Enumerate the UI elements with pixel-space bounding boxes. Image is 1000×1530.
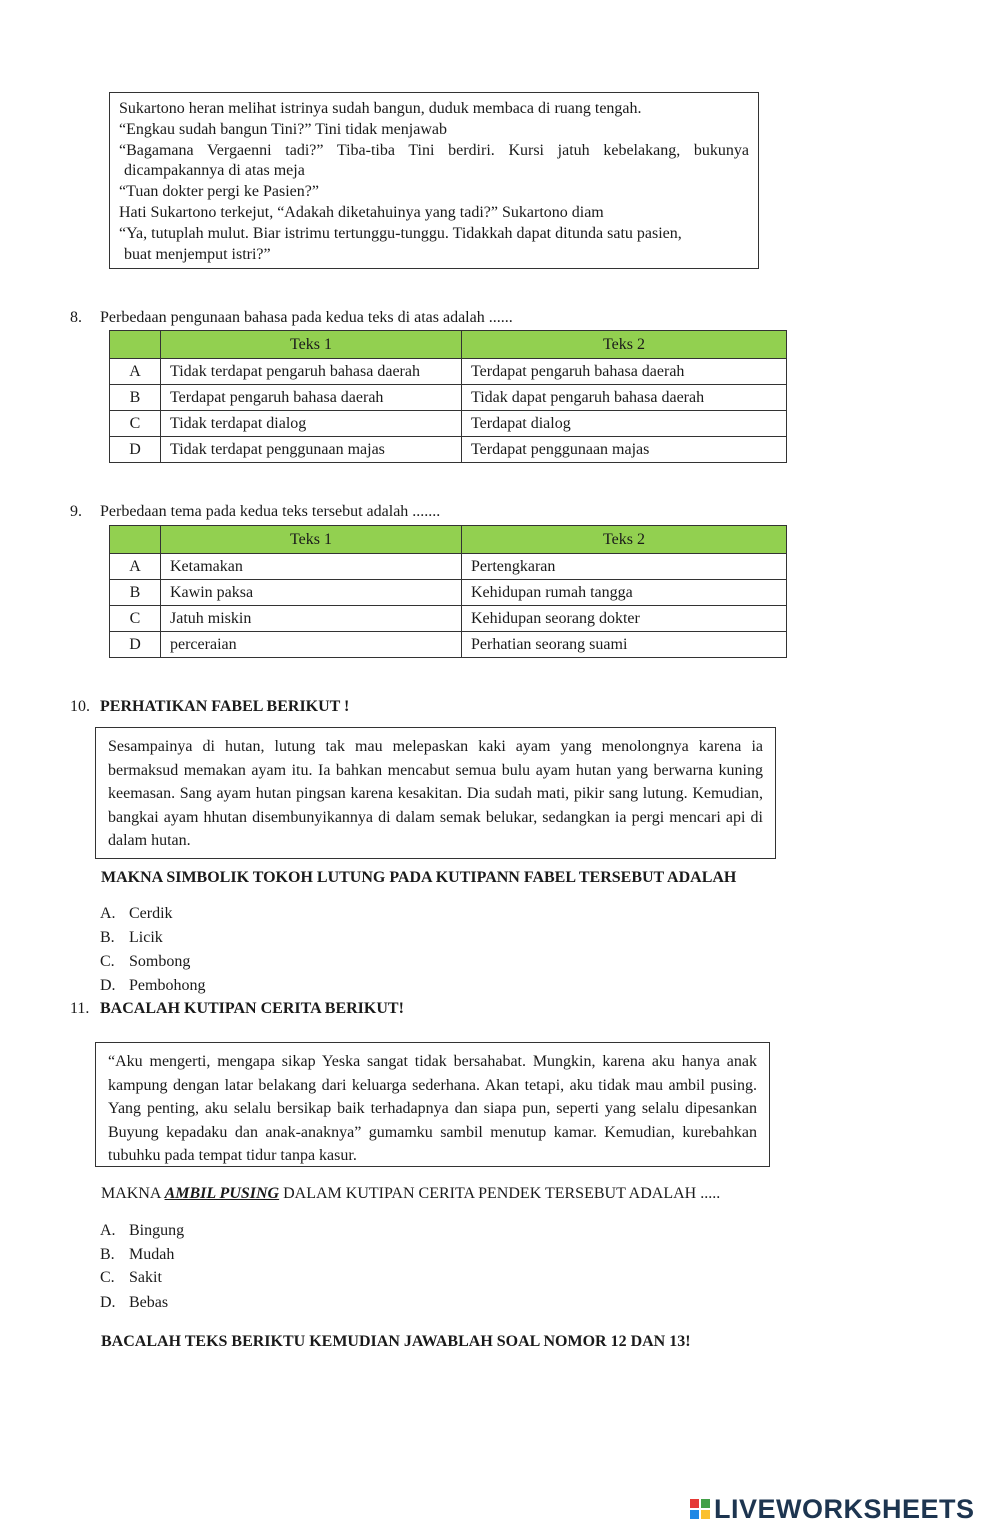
option-teks-1: perceraian	[161, 632, 462, 658]
choice-text: Cerdik	[129, 905, 173, 922]
option-letter: A	[110, 359, 161, 385]
question-10-number: 10.	[70, 698, 90, 715]
option-teks-2: Pertengkaran	[462, 554, 787, 580]
passage-1-line: Hati Sukartono terkejut, “Adakah diketahuinya yang tadi?” Sukartono diam	[119, 203, 604, 221]
choice-c[interactable]	[100, 953, 190, 971]
choice-d[interactable]	[100, 977, 205, 995]
choice-a[interactable]	[100, 905, 173, 923]
question-11-title: BACALAH KUTIPAN CERITA BERIKUT!	[100, 1000, 404, 1017]
choice-letter: C.	[100, 953, 115, 970]
option-teks-1: Jatuh miskin	[161, 606, 462, 632]
option-teks-1: Ketamakan	[161, 554, 462, 580]
brand-logo-icon	[690, 1499, 710, 1519]
header-teks-2: Teks 2	[462, 526, 787, 554]
option-row-a[interactable]	[110, 359, 787, 385]
question-11-prompt	[101, 1185, 720, 1203]
choice-d[interactable]	[100, 1294, 168, 1312]
table-header-row	[110, 526, 787, 554]
header-teks-1: Teks 1	[161, 331, 462, 359]
choice-text: Bingung	[129, 1222, 185, 1239]
option-teks-2: Terdapat dialog	[462, 411, 787, 437]
option-teks-2: Terdapat pengaruh bahasa daerah	[462, 359, 787, 385]
option-row-b[interactable]	[110, 580, 787, 606]
choice-text: Mudah	[129, 1246, 175, 1263]
passage-1-line: dicampakannya di atas meja	[124, 162, 305, 180]
option-letter: D	[110, 632, 161, 658]
choice-letter: D.	[100, 1294, 116, 1311]
choice-letter: C.	[100, 1269, 115, 1286]
option-letter: C	[110, 411, 161, 437]
choice-a[interactable]	[100, 1222, 184, 1240]
fable-passage-text: Sesampainya di hutan, lutung tak mau melepaskan kaki ayam yang menolongnya karena ia bermaksud memakan ayam itu. Ia bahkan mencabut semua bulu ayam hutan yang berwarna kuning keemasan. Sang ayam hutan pingsan karena kesakitan. Dia sudah mati, pikir sang lutung. Kemudian, bangkai ayam hhutan disembunyikannya di dalam semak belukar, sedangkan ia pergi mencari api di dalam hutan.	[108, 738, 763, 850]
option-letter: B	[110, 385, 161, 411]
instruction-text: BACALAH TEKS BERIKTU KEMUDIAN JAWABLAH SOAL NOMOR 12 DAN 13!	[101, 1333, 691, 1350]
question-11-number: 11.	[70, 1000, 90, 1017]
choice-text: Pembohong	[129, 977, 206, 994]
option-letter: A	[110, 554, 161, 580]
option-teks-2: Terdapat penggunaan majas	[462, 437, 787, 463]
header-teks-1: Teks 1	[161, 526, 462, 554]
passage-1-line: “Engkau sudah bangun Tini?” Tini tidak menjawab	[119, 120, 447, 138]
option-letter: C	[110, 606, 161, 632]
option-row-d[interactable]	[110, 437, 787, 463]
passage-1-line: buat menjemput istri?”	[124, 245, 271, 263]
header-blank-cell	[110, 526, 161, 554]
brand-watermark	[690, 1495, 975, 1523]
option-teks-2: Tidak dapat pengaruh bahasa daerah	[462, 385, 787, 411]
option-row-a[interactable]	[110, 554, 787, 580]
story-passage-box	[95, 1042, 770, 1167]
option-teks-1: Terdapat pengaruh bahasa daerah	[161, 385, 462, 411]
option-row-c[interactable]	[110, 606, 787, 632]
option-teks-2: Perhatian seorang suami	[462, 632, 787, 658]
question-10-prompt: MAKNA SIMBOLIK TOKOH LUTUNG PADA KUTIPANN FABEL TERSEBUT ADALAH	[101, 869, 737, 886]
option-teks-1: Tidak terdapat dialog	[161, 411, 462, 437]
option-teks-2: Kehidupan rumah tangga	[462, 580, 787, 606]
choice-letter: B.	[100, 929, 115, 946]
option-teks-1: Kawin paksa	[161, 580, 462, 606]
option-letter: D	[110, 437, 161, 463]
passage-1-line: “Ya, tutuplah mulut. Biar istrimu tertunggu-tunggu. Tidakkah dapat ditunda satu pasien,	[119, 224, 682, 242]
prompt-text: DALAM KUTIPAN CERITA PENDEK TERSEBUT ADALAH .....	[279, 1185, 721, 1202]
prompt-text: MAKNA	[101, 1185, 165, 1202]
option-row-b[interactable]	[110, 385, 787, 411]
brand-name: LIVEWORKSHEETS	[714, 1493, 975, 1524]
fable-passage-box	[95, 727, 776, 859]
choice-letter: A.	[100, 1222, 116, 1239]
option-row-d[interactable]	[110, 632, 787, 658]
header-teks-2: Teks 2	[462, 331, 787, 359]
story-passage-text: “Aku mengerti, mengapa sikap Yeska sangat tidak bersahabat. Mungkin, karena aku hanya anak kampung dengan latar belakang dari keluarga sederhana. Akan tetapi, aku tidak mau ambil pusing. Yang penting, aku selalu bersikap baik terhadapnya dan siapa pun, seperti yang selalu dipesankan Buyung kepadaku dan anak-anaknya” gumamku sambil menutup kamar. Kemudian, kurebahkan tubuhku pada tempat tidur tanpa kasur.	[108, 1053, 757, 1165]
choice-text: Bebas	[129, 1294, 169, 1311]
option-row-c[interactable]	[110, 411, 787, 437]
choice-c[interactable]	[100, 1269, 162, 1287]
option-teks-1: Tidak terdapat penggunaan majas	[161, 437, 462, 463]
option-teks-1: Tidak terdapat pengaruh bahasa daerah	[161, 359, 462, 385]
choice-letter: B.	[100, 1246, 115, 1263]
question-10-title: PERHATIKAN FABEL BERIKUT !	[100, 698, 350, 715]
choice-text: Sakit	[129, 1269, 162, 1286]
option-letter: B	[110, 580, 161, 606]
passage-1-line: Sukartono heran melihat istrinya sudah bangun, duduk membaca di ruang tengah.	[119, 100, 642, 117]
question-9-number: 9.	[70, 503, 82, 520]
table-header-row	[110, 331, 787, 359]
question-8-text: Perbedaan pengunaan bahasa pada kedua teks di atas adalah ......	[100, 309, 513, 326]
choice-text: Sombong	[129, 953, 191, 970]
option-teks-2: Kehidupan seorang dokter	[462, 606, 787, 632]
question-8-number: 8.	[70, 309, 82, 326]
passage-1-box	[109, 92, 759, 269]
emphasized-phrase: AMBIL PUSING	[164, 1185, 280, 1202]
choice-letter: D.	[100, 977, 116, 994]
question-8-table	[109, 330, 787, 463]
question-9-table	[109, 525, 787, 658]
choice-b[interactable]	[100, 1246, 174, 1264]
choice-text: Licik	[129, 929, 163, 946]
choice-b[interactable]	[100, 929, 163, 947]
choice-letter: A.	[100, 905, 116, 922]
header-blank-cell	[110, 331, 161, 359]
passage-1-line: “Tuan dokter pergi ke Pasien?”	[119, 183, 319, 201]
question-9-text: Perbedaan tema pada kedua teks tersebut adalah .......	[100, 503, 441, 520]
passage-1-line: “Bagamana Vergaenni tadi?” Tiba-tiba Tini berdiri. Kursi jatuh kebelakang, bukunya	[119, 141, 749, 159]
